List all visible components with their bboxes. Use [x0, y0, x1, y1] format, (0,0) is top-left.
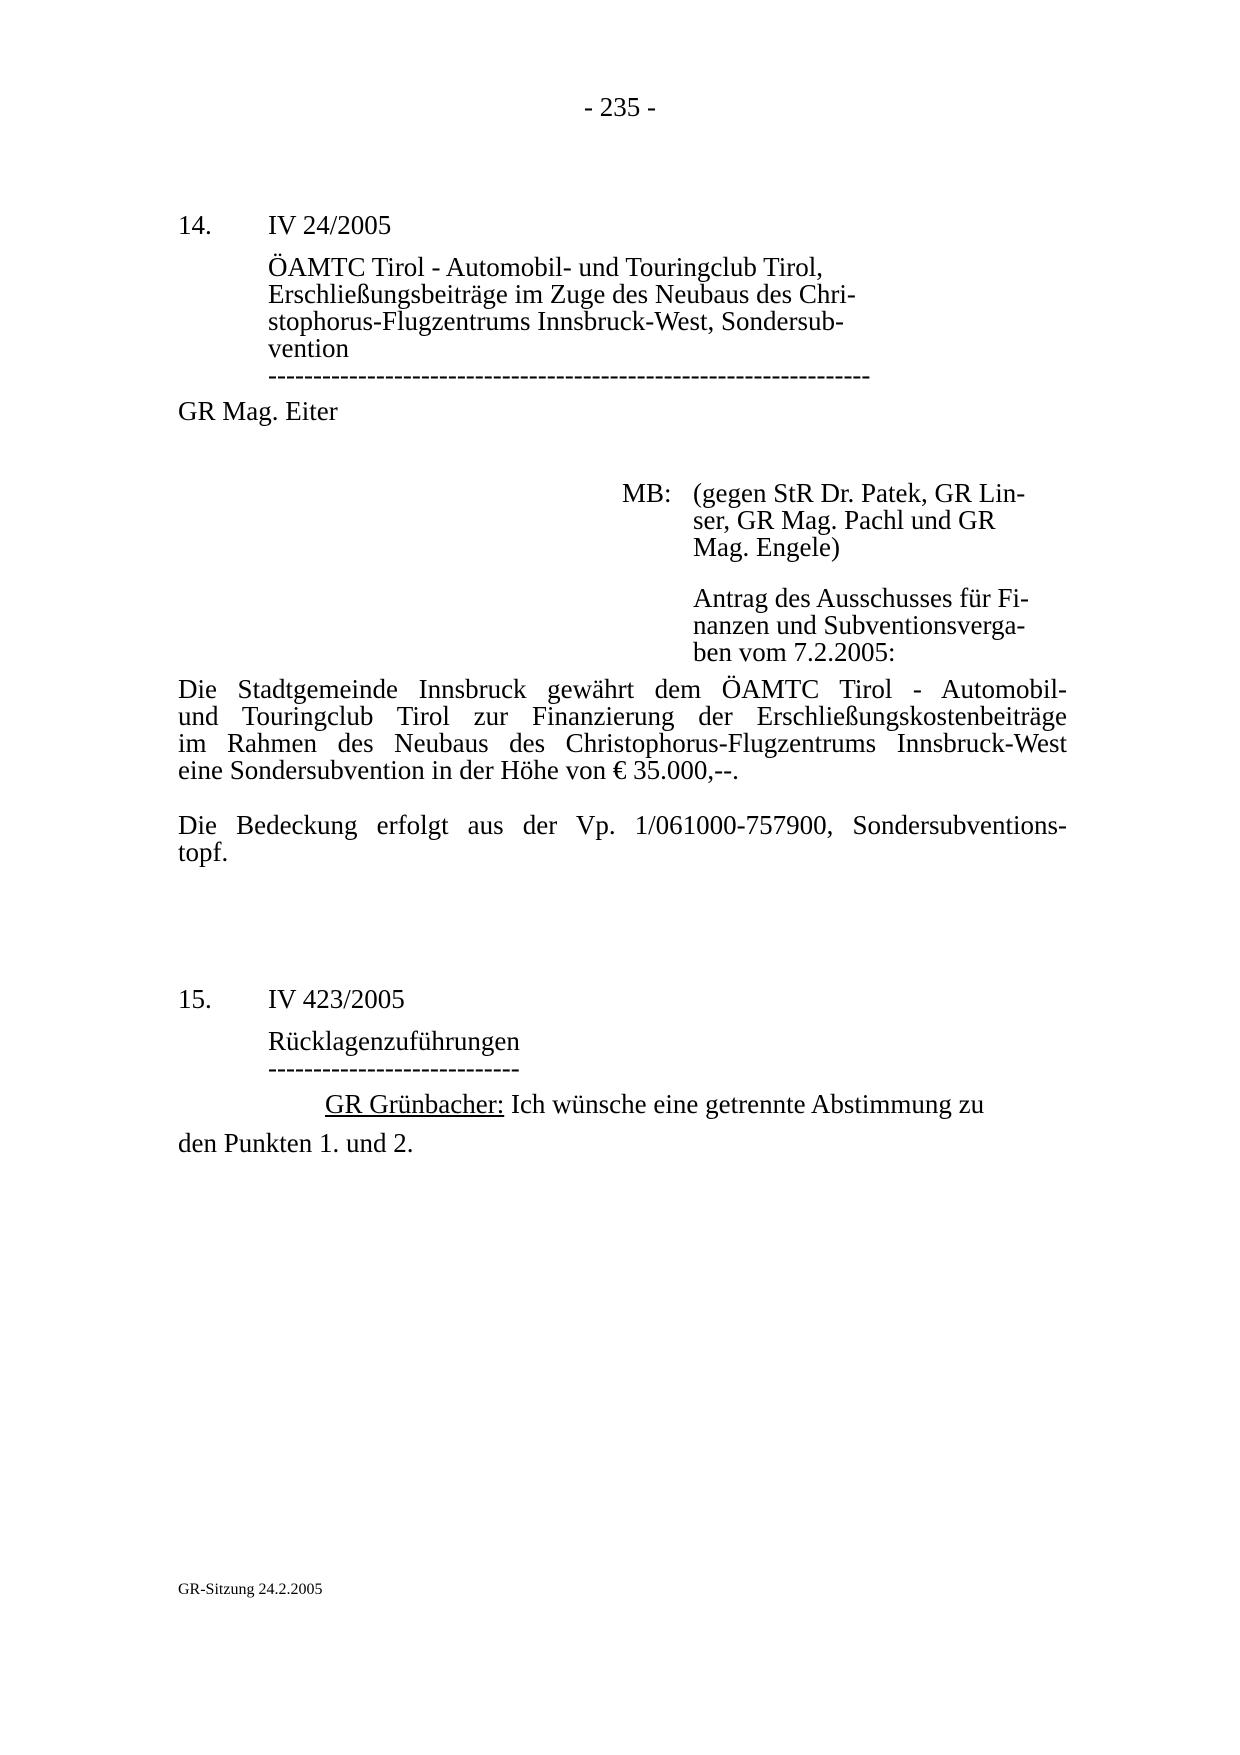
separator-line: ----------------------------	[268, 1053, 520, 1083]
resolution-line: und Touringclub Tirol zur Finanzierung der Erschließungskostenbeiträge	[178, 701, 1067, 731]
mb-label: MB:	[622, 478, 672, 508]
funding-line: Die Bedeckung erfolgt aus der Vp. 1/061000-757900, Sondersubventions-	[178, 810, 1067, 840]
item-title: Rücklagenzuführungen	[268, 1026, 520, 1056]
separator-line: -------------------------------------------------------------------	[268, 360, 871, 390]
statement-text: Ich wünsche eine getrennte Abstimmung zu	[504, 1089, 985, 1119]
resolution-line: im Rahmen des Neubaus des Christophorus-Flugzentrums Innsbruck-West	[178, 728, 1067, 758]
statement-line: den Punkten 1. und 2.	[178, 1128, 414, 1158]
resolution-line: Die Stadtgemeinde Innsbruck gewährt dem ÖAMTC Tirol - Automobil-	[178, 674, 1067, 704]
item-number: 15.	[178, 984, 212, 1014]
page-number: - 235 -	[584, 92, 656, 122]
item-title-line: stophorus-Flugzentrums Innsbruck-West, Sondersub-	[268, 306, 845, 336]
mb-line: ser, GR Mag. Pachl und GR	[693, 505, 996, 535]
footer-session-date: GR-Sitzung 24.2.2005	[178, 1581, 323, 1598]
statement-line	[325, 1091, 984, 1118]
funding-line: topf.	[178, 837, 229, 867]
reporter-name: GR Mag. Eiter	[178, 396, 338, 426]
antrag-line: ben vom 7.2.2005:	[693, 637, 896, 667]
antrag-line: nanzen und Subventionsverga-	[693, 610, 1026, 640]
item-title-line: Erschließungsbeiträge im Zuge des Neubaus des Chri-	[268, 279, 856, 309]
mb-line: (gegen StR Dr. Patek, GR Lin-	[693, 478, 1026, 508]
item-number: 14.	[178, 210, 212, 240]
mb-line: Mag. Engele)	[693, 532, 840, 562]
item-code: IV 24/2005	[268, 210, 392, 240]
antrag-line: Antrag des Ausschusses für Fi-	[693, 583, 1029, 613]
item-code: IV 423/2005	[268, 984, 405, 1014]
item-title-line: ÖAMTC Tirol - Automobil- und Touringclub Tirol,	[268, 252, 823, 282]
item-title-line: vention	[268, 333, 349, 363]
resolution-line: eine Sondersubvention in der Höhe von € 35.000,--.	[178, 755, 739, 785]
speaker-name: GR Grünbacher:	[325, 1089, 505, 1119]
